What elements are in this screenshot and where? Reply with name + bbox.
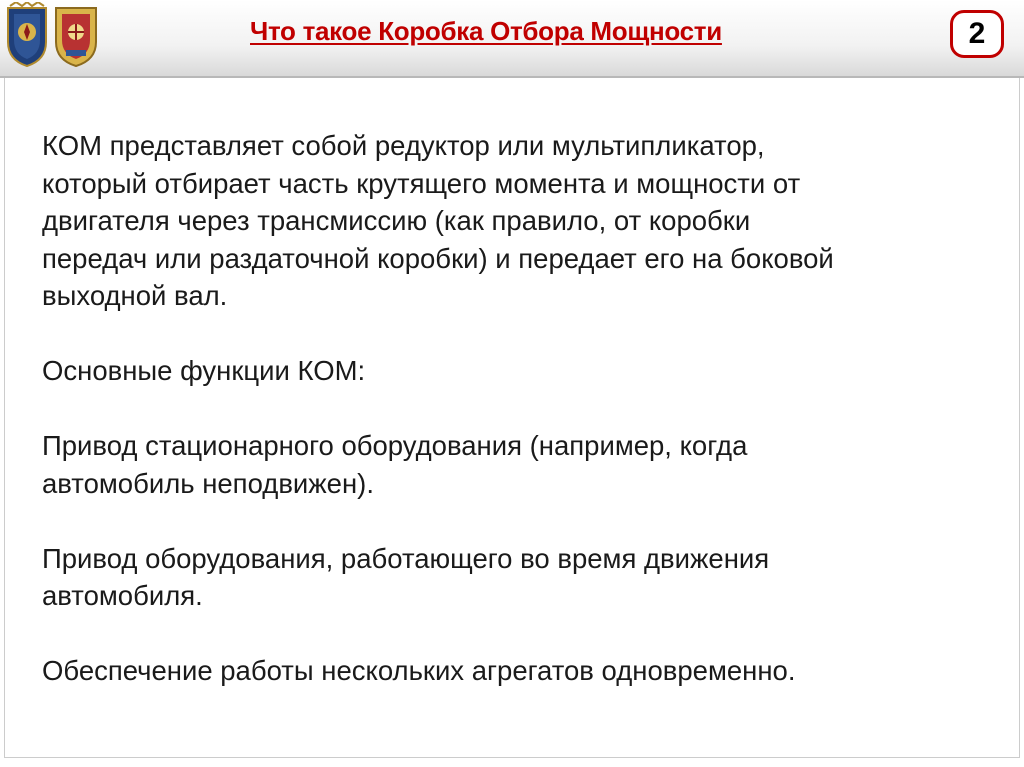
functions-heading	[42, 352, 1002, 390]
function-item-1	[42, 427, 1002, 502]
intro-line: КОМ представляет собой редуктор или мультипликатор,	[42, 130, 765, 161]
emblems	[2, 2, 102, 68]
function-item-3	[42, 652, 1002, 690]
intro-line: двигателя через трансмиссию (как правило, от коробки	[42, 205, 751, 236]
function-line: автомобиль неподвижен).	[42, 467, 374, 499]
emblem-left-icon	[8, 2, 46, 66]
intro-paragraph	[42, 127, 1002, 315]
function-line: Привод стационарного оборудования (например, когда	[42, 430, 748, 461]
function-item-2	[42, 540, 1002, 615]
intro-line: выходной вал.	[42, 280, 228, 311]
intro-line: передач или раздаточной коробки) и передает его на боковой	[42, 242, 834, 274]
function-line: Привод оборудования, работающего во время движения	[42, 542, 770, 574]
intro-line: который отбирает часть крутящего момента и мощности от	[42, 167, 801, 199]
body-text	[42, 127, 1002, 727]
page-title: Что такое Коробка Отбора Мощности	[250, 16, 722, 46]
page-number-badge: 2	[950, 10, 1004, 58]
emblem-right-icon	[56, 8, 96, 66]
function-line: Обеспечение работы нескольких агрегатов одновременно.	[42, 655, 796, 686]
slide-header	[0, 0, 1024, 78]
function-line: автомобиля.	[42, 580, 203, 611]
functions-heading-text: Основные функции КОМ:	[42, 355, 366, 386]
